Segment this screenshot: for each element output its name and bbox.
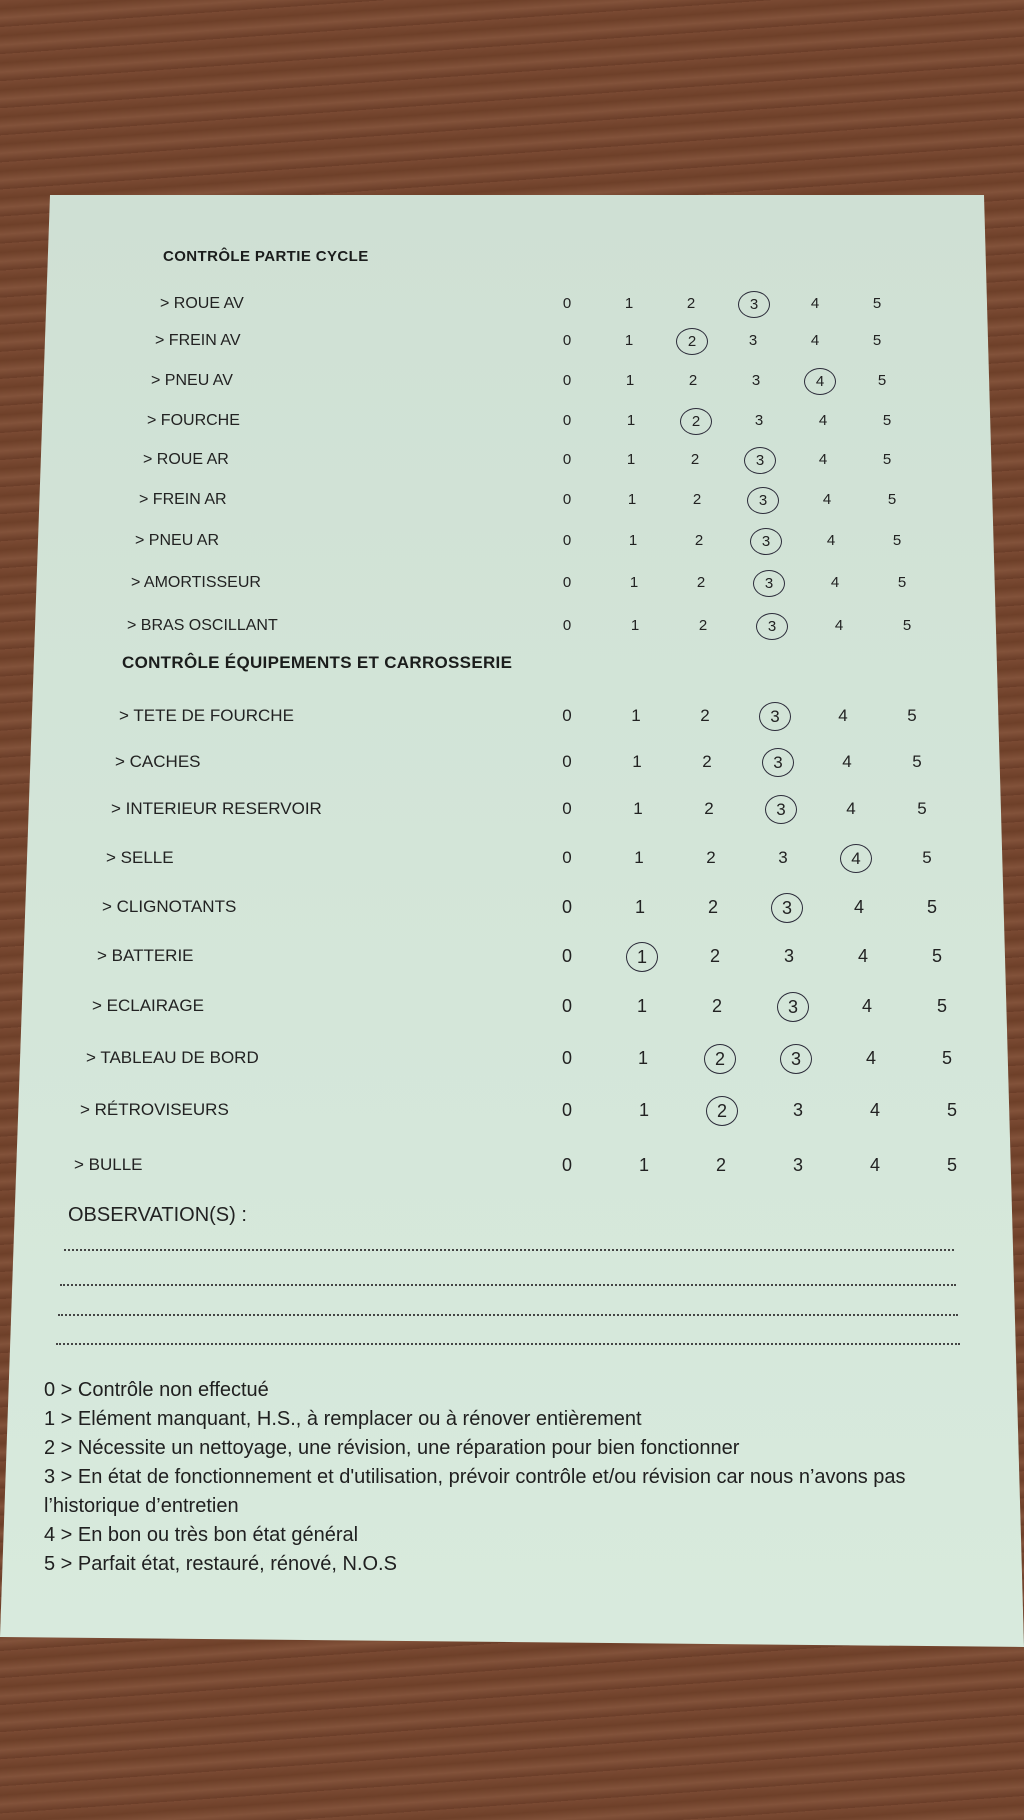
score-option[interactable]: 2 bbox=[704, 799, 714, 818]
row-label: > TETE DE FOURCHE bbox=[119, 706, 294, 725]
score-option[interactable]: 0 bbox=[562, 848, 572, 867]
score-option[interactable]: 0 bbox=[562, 617, 572, 634]
score-option[interactable]: 0 bbox=[562, 372, 572, 389]
score-option[interactable]: 4 bbox=[869, 1100, 880, 1120]
score-option-selected[interactable]: 2 bbox=[706, 1096, 738, 1126]
score-option[interactable]: 5 bbox=[946, 1155, 957, 1175]
score-option[interactable]: 2 bbox=[690, 451, 700, 468]
row-label: > FOURCHE bbox=[147, 412, 240, 429]
row-label: > ROUE AR bbox=[143, 451, 229, 468]
score-option-selected[interactable]: 3 bbox=[762, 748, 794, 777]
score-option[interactable]: 5 bbox=[882, 412, 892, 429]
score-option[interactable]: 0 bbox=[562, 451, 572, 468]
score-option[interactable]: 4 bbox=[865, 1048, 876, 1068]
inspection-row bbox=[0, 897, 1024, 933]
score-option[interactable]: 2 bbox=[709, 946, 720, 966]
score-option[interactable]: 4 bbox=[830, 574, 840, 591]
score-option-selected[interactable]: 4 bbox=[840, 844, 872, 873]
score-option[interactable]: 0 bbox=[562, 332, 572, 349]
score-option[interactable]: 0 bbox=[561, 1100, 572, 1120]
score-option[interactable]: 3 bbox=[748, 332, 758, 349]
score-option-selected[interactable]: 3 bbox=[780, 1044, 812, 1074]
score-option[interactable]: 1 bbox=[634, 848, 644, 867]
score-option[interactable]: 2 bbox=[694, 532, 704, 549]
row-label: > BULLE bbox=[74, 1155, 143, 1174]
score-option-selected[interactable]: 3 bbox=[759, 702, 791, 731]
score-option[interactable]: 1 bbox=[636, 996, 647, 1016]
score-option[interactable]: 2 bbox=[698, 617, 708, 634]
score-option[interactable]: 1 bbox=[638, 1155, 649, 1175]
score-option[interactable]: 0 bbox=[562, 412, 572, 429]
row-label: > RÉTROVISEURS bbox=[80, 1100, 229, 1119]
row-label: > BRAS OSCILLANT bbox=[127, 617, 278, 634]
score-option[interactable]: 3 bbox=[751, 372, 761, 389]
score-option-selected[interactable]: 2 bbox=[676, 328, 708, 355]
score-option[interactable]: 5 bbox=[872, 332, 882, 349]
score-option[interactable]: 4 bbox=[826, 532, 836, 549]
legend-item: 4 > En bon ou très bon état général bbox=[44, 1524, 359, 1546]
score-option[interactable]: 3 bbox=[792, 1155, 803, 1175]
score-option[interactable]: 1 bbox=[630, 617, 640, 634]
score-option[interactable]: 5 bbox=[931, 946, 942, 966]
legend-item: 0 > Contrôle non effectué bbox=[44, 1379, 269, 1401]
row-label: > FREIN AV bbox=[155, 332, 241, 349]
inspection-row bbox=[0, 799, 1024, 835]
score-option[interactable]: 4 bbox=[810, 332, 820, 349]
score-option[interactable]: 4 bbox=[853, 897, 864, 917]
observation-line[interactable] bbox=[64, 1249, 954, 1251]
score-option[interactable]: 0 bbox=[562, 574, 572, 591]
row-label: > SELLE bbox=[106, 848, 174, 867]
score-option[interactable]: 2 bbox=[688, 372, 698, 389]
score-option[interactable]: 0 bbox=[562, 706, 572, 725]
observation-line[interactable] bbox=[58, 1314, 958, 1316]
score-option[interactable]: 1 bbox=[634, 897, 645, 917]
score-option[interactable]: 5 bbox=[941, 1048, 952, 1068]
inspection-row bbox=[0, 617, 1024, 653]
score-option[interactable]: 5 bbox=[922, 848, 932, 867]
score-option[interactable]: 5 bbox=[892, 532, 902, 549]
score-option[interactable]: 1 bbox=[627, 491, 637, 508]
score-option[interactable]: 2 bbox=[715, 1155, 726, 1175]
score-option[interactable]: 1 bbox=[632, 752, 642, 771]
row-label: > ECLAIRAGE bbox=[92, 996, 204, 1015]
inspection-row bbox=[0, 706, 1024, 742]
row-label: > CLIGNOTANTS bbox=[102, 897, 237, 916]
score-option[interactable]: 5 bbox=[917, 799, 927, 818]
score-option[interactable]: 2 bbox=[707, 897, 718, 917]
row-label: > PNEU AR bbox=[135, 532, 220, 549]
score-option-selected[interactable]: 3 bbox=[765, 795, 797, 824]
score-option[interactable]: 5 bbox=[926, 897, 937, 917]
score-option[interactable]: 2 bbox=[700, 706, 710, 725]
score-option[interactable]: 1 bbox=[626, 412, 636, 429]
row-label: > AMORTISSEUR bbox=[131, 574, 261, 591]
row-label: > INTERIEUR RESERVOIR bbox=[111, 799, 322, 818]
score-option[interactable]: 1 bbox=[626, 451, 636, 468]
row-label: > ROUE AV bbox=[160, 295, 244, 312]
score-option-selected[interactable]: 1 bbox=[626, 942, 658, 972]
observation-line[interactable] bbox=[60, 1284, 956, 1286]
inspection-row bbox=[0, 1155, 1024, 1191]
inspection-row bbox=[0, 574, 1024, 610]
score-option[interactable]: 5 bbox=[882, 451, 892, 468]
score-option-selected[interactable]: 4 bbox=[804, 368, 836, 395]
score-option[interactable]: 5 bbox=[897, 574, 907, 591]
score-option-selected[interactable]: 3 bbox=[771, 893, 803, 923]
section-title-equipment: CONTRÔLE ÉQUIPEMENTS ET CARROSSERIE bbox=[122, 653, 513, 672]
score-option[interactable]: 0 bbox=[561, 897, 572, 917]
row-label: > BATTERIE bbox=[97, 946, 194, 965]
inspection-row bbox=[0, 848, 1024, 884]
inspection-row bbox=[0, 451, 1024, 487]
score-option[interactable]: 3 bbox=[754, 412, 764, 429]
score-option[interactable]: 2 bbox=[692, 491, 702, 508]
rating-legend bbox=[44, 1376, 984, 1579]
score-option-selected[interactable]: 3 bbox=[777, 992, 809, 1022]
row-label: > PNEU AV bbox=[151, 372, 233, 389]
score-option[interactable]: 0 bbox=[562, 799, 572, 818]
score-option[interactable]: 0 bbox=[561, 1155, 572, 1175]
score-option-selected[interactable]: 2 bbox=[704, 1044, 736, 1074]
score-option[interactable]: 1 bbox=[633, 799, 643, 818]
score-option[interactable]: 4 bbox=[842, 752, 852, 771]
score-option[interactable]: 5 bbox=[902, 617, 912, 634]
score-option[interactable]: 4 bbox=[822, 491, 832, 508]
score-option[interactable]: 5 bbox=[936, 996, 947, 1016]
inspection-row bbox=[0, 332, 1024, 368]
legend-item: 5 > Parfait état, restauré, rénové, N.O.S bbox=[44, 1553, 397, 1575]
observation-line[interactable] bbox=[56, 1343, 960, 1345]
score-option[interactable]: 2 bbox=[706, 848, 716, 867]
inspection-row bbox=[0, 996, 1024, 1032]
row-label: > FREIN AR bbox=[139, 491, 227, 508]
score-option-selected[interactable]: 3 bbox=[753, 570, 785, 597]
score-option[interactable]: 0 bbox=[561, 1048, 572, 1068]
score-option-selected[interactable]: 3 bbox=[738, 291, 770, 318]
score-option[interactable]: 2 bbox=[711, 996, 722, 1016]
inspection-row bbox=[0, 752, 1024, 788]
score-option[interactable]: 1 bbox=[637, 1048, 648, 1068]
inspection-row bbox=[0, 1100, 1024, 1136]
score-option[interactable]: 5 bbox=[912, 752, 922, 771]
score-option-selected[interactable]: 3 bbox=[747, 487, 779, 514]
score-option[interactable]: 5 bbox=[946, 1100, 957, 1120]
score-option-selected[interactable]: 3 bbox=[756, 613, 788, 640]
score-option[interactable]: 0 bbox=[562, 295, 572, 312]
inspection-row bbox=[0, 946, 1024, 982]
legend-item: 2 > Nécessite un nettoyage, une révision, une réparation pour bien fonctionner bbox=[44, 1437, 740, 1459]
score-option[interactable]: 5 bbox=[887, 491, 897, 508]
score-option[interactable]: 0 bbox=[562, 532, 572, 549]
inspection-row bbox=[0, 491, 1024, 527]
legend-item: 3 > En état de fonctionnement et d'utilisation, prévoir contrôle et/ou révision car nous n’avons pas l’historique d’entretien bbox=[44, 1466, 906, 1517]
score-option[interactable]: 3 bbox=[778, 848, 788, 867]
score-option[interactable]: 1 bbox=[629, 574, 639, 591]
score-option[interactable]: 3 bbox=[792, 1100, 803, 1120]
score-option-selected[interactable]: 2 bbox=[680, 408, 712, 435]
score-option[interactable]: 0 bbox=[561, 946, 572, 966]
score-option[interactable]: 3 bbox=[783, 946, 794, 966]
score-option[interactable]: 4 bbox=[861, 996, 872, 1016]
score-option[interactable]: 4 bbox=[838, 706, 848, 725]
score-option[interactable]: 4 bbox=[818, 412, 828, 429]
score-option[interactable]: 2 bbox=[696, 574, 706, 591]
score-option[interactable]: 5 bbox=[877, 372, 887, 389]
score-option[interactable]: 5 bbox=[872, 295, 882, 312]
score-option[interactable]: 1 bbox=[624, 332, 634, 349]
score-option[interactable]: 1 bbox=[631, 706, 641, 725]
score-option[interactable]: 4 bbox=[834, 617, 844, 634]
inspection-row bbox=[0, 532, 1024, 568]
score-option[interactable]: 0 bbox=[562, 752, 572, 771]
score-option[interactable]: 4 bbox=[818, 451, 828, 468]
score-option[interactable]: 2 bbox=[686, 295, 696, 312]
score-option[interactable]: 5 bbox=[907, 706, 917, 725]
observations-label: OBSERVATION(S) : bbox=[68, 1204, 247, 1226]
score-option[interactable]: 4 bbox=[857, 946, 868, 966]
score-option[interactable]: 1 bbox=[638, 1100, 649, 1120]
score-option[interactable]: 4 bbox=[846, 799, 856, 818]
inspection-row bbox=[0, 295, 1024, 331]
score-option-selected[interactable]: 3 bbox=[750, 528, 782, 555]
score-option[interactable]: 1 bbox=[624, 295, 634, 312]
score-option[interactable]: 2 bbox=[702, 752, 712, 771]
score-option[interactable]: 0 bbox=[562, 491, 572, 508]
legend-item: 1 > Elément manquant, H.S., à remplacer ou à rénover entièrement bbox=[44, 1408, 642, 1430]
score-option[interactable]: 1 bbox=[625, 372, 635, 389]
score-option[interactable]: 1 bbox=[628, 532, 638, 549]
row-label: > CACHES bbox=[115, 752, 201, 771]
section-title-cycle: CONTRÔLE PARTIE CYCLE bbox=[163, 248, 369, 265]
inspection-row bbox=[0, 372, 1024, 408]
row-label: > TABLEAU DE BORD bbox=[86, 1048, 259, 1067]
score-option-selected[interactable]: 3 bbox=[744, 447, 776, 474]
score-option[interactable]: 4 bbox=[869, 1155, 880, 1175]
inspection-row bbox=[0, 1048, 1024, 1084]
score-option[interactable]: 0 bbox=[561, 996, 572, 1016]
score-option[interactable]: 4 bbox=[810, 295, 820, 312]
inspection-row bbox=[0, 412, 1024, 448]
